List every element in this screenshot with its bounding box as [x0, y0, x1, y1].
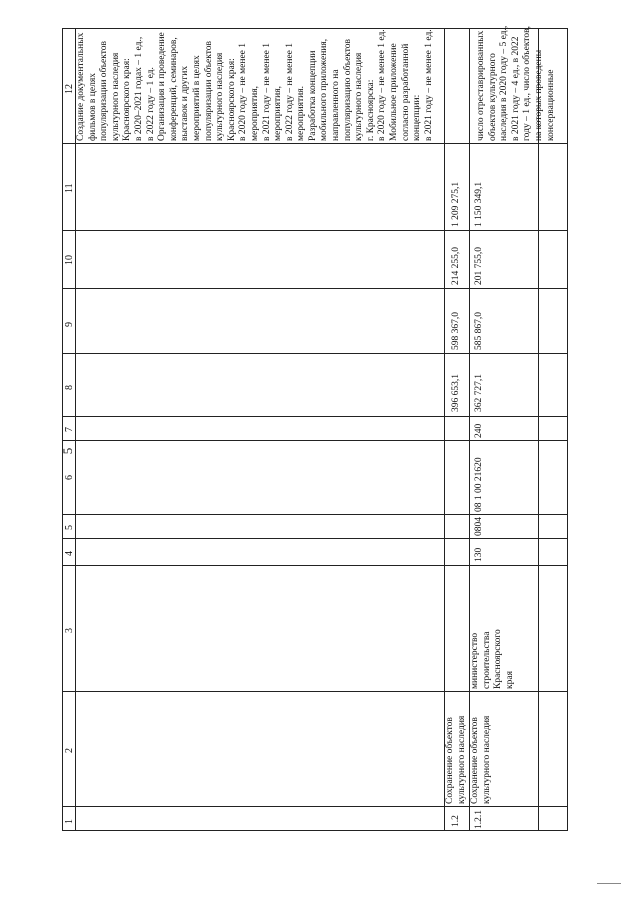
row-1-2-1-col11: 1 150 349,1	[474, 181, 484, 227]
header-5: 5	[64, 525, 75, 530]
text-line: мероприятия.	[296, 86, 307, 141]
text-line: Создание документальных	[76, 32, 86, 141]
text-line: в 2021 году – 4 ед., в 2022	[510, 36, 521, 141]
row-1-2-1-agency	[470, 629, 516, 689]
text-line: выставок и других	[180, 65, 191, 141]
text-line: в 2021 году – не менее 1 ед.	[423, 29, 434, 141]
row-1-2-1-col8: 362 727,1	[474, 374, 484, 412]
text-line: культурного наследия	[215, 52, 226, 141]
text-line: мероприятий в целях	[191, 55, 202, 141]
row-1-2-col10: 214 255,0	[451, 247, 461, 285]
row-1-2-1-csr: 08 1 00 21620	[474, 457, 484, 512]
col-divider	[63, 143, 567, 144]
header-2: 2	[64, 748, 75, 753]
row-divider	[469, 29, 470, 830]
row-1-2-col9: 598 367,0	[451, 312, 461, 350]
col-divider	[63, 230, 567, 231]
continuation-text	[76, 29, 435, 141]
text-line: в 2020–2021 годах – 1 ед.,	[133, 36, 144, 141]
row-1-2-1-grbs: 130	[474, 547, 484, 562]
text-line: министерство	[470, 632, 480, 689]
row-1-2-1-col9: 585 867,0	[474, 312, 484, 350]
col-divider	[63, 806, 567, 807]
col-divider	[63, 514, 567, 515]
text-line: объектов культурного	[487, 53, 498, 141]
text-line: в 2021 году – не менее 1	[261, 42, 272, 141]
row-1-2-1-number: 1.2.1	[474, 810, 484, 829]
header-4: 4	[64, 551, 75, 556]
text-line: популяризации объектов	[203, 40, 214, 141]
row-divider	[444, 29, 445, 830]
table	[62, 25, 568, 831]
header-3: 3	[64, 628, 75, 633]
text-line: строительства	[481, 631, 492, 689]
header-11: 11	[64, 183, 75, 193]
text-line: фильмов в целях	[87, 73, 98, 141]
col-divider	[63, 538, 567, 539]
text-line: Организация и проведение	[157, 32, 168, 141]
text-line: году – 1 ед., число объектов,	[522, 26, 533, 141]
text-line: Разработка концепции	[307, 50, 318, 141]
col-divider	[63, 565, 567, 566]
row-1-2-name	[445, 716, 468, 804]
text-line: мероприятия,	[249, 86, 260, 141]
text-line: популяризации объектов	[99, 40, 110, 141]
text-line: консервационные	[545, 69, 556, 141]
row-1-2-1-name	[470, 716, 493, 804]
text-line: Сохранение объектов	[470, 717, 480, 804]
text-line: популяризацию объектов	[342, 38, 353, 141]
text-line: культурного наследия	[456, 715, 467, 804]
row-1-2-1-vr: 240	[474, 423, 484, 438]
row-1-2-number: 1.2	[451, 815, 461, 827]
row-divider	[538, 29, 539, 830]
text-line: культурного наследия	[110, 52, 121, 141]
text-line: Красноярского	[493, 629, 504, 689]
col-divider	[63, 288, 567, 289]
text-line: на которых проведены	[533, 49, 544, 141]
text-line: в 2022 году – не менее 1	[284, 42, 295, 141]
text-line: Красноярского края:	[226, 58, 237, 141]
header-6: 6	[64, 475, 75, 480]
row-1-2-col11: 1 209 275,1	[451, 181, 461, 227]
text-line: в 2020 году – не менее 1 ед.	[377, 29, 388, 141]
header-12: 12	[64, 84, 75, 94]
header-9: 9	[64, 322, 75, 327]
text-line: направленного на	[331, 69, 342, 141]
row-1-2-1-col12	[476, 26, 557, 141]
text-line: Мобильное приложение	[389, 43, 400, 141]
text-line: г. Красноярска:	[365, 79, 376, 141]
row-1-2-1-col10: 201 755,0	[474, 247, 484, 285]
text-line: согласно разработанной	[400, 43, 411, 141]
text-line: конференций, семинаров,	[168, 37, 179, 141]
text-line: Красноярского края:	[122, 58, 133, 141]
page-number: 5	[60, 447, 75, 455]
text-line: края	[504, 671, 515, 689]
text-line: культурного наследия	[481, 715, 492, 804]
text-line: мероприятия,	[273, 86, 284, 141]
col-divider	[63, 353, 567, 354]
text-line: наследия в 2020 году – 5 ед.,	[499, 25, 510, 141]
text-line: мобильного приложения,	[319, 38, 330, 141]
col-divider	[63, 416, 567, 417]
text-line: в 2022 году – 1 ед.	[145, 67, 156, 141]
footer-mark	[597, 883, 621, 884]
header-1: 1	[64, 819, 75, 824]
col-divider	[63, 691, 567, 692]
text-line: в 2020 году – не менее 1	[238, 42, 249, 141]
col-divider	[63, 440, 567, 441]
text-line: концепции:	[412, 94, 423, 141]
row-1-2-col8: 396 653,1	[451, 374, 461, 412]
text-line: культурного наследия	[354, 52, 365, 141]
header-7: 7	[64, 427, 75, 432]
row-1-2-1-rzpr: 0804	[474, 517, 484, 536]
header-10: 10	[64, 255, 75, 265]
text-line: число отреставрированных	[476, 30, 486, 141]
text-line: Сохранение объектов	[445, 717, 455, 804]
header-8: 8	[64, 385, 75, 390]
